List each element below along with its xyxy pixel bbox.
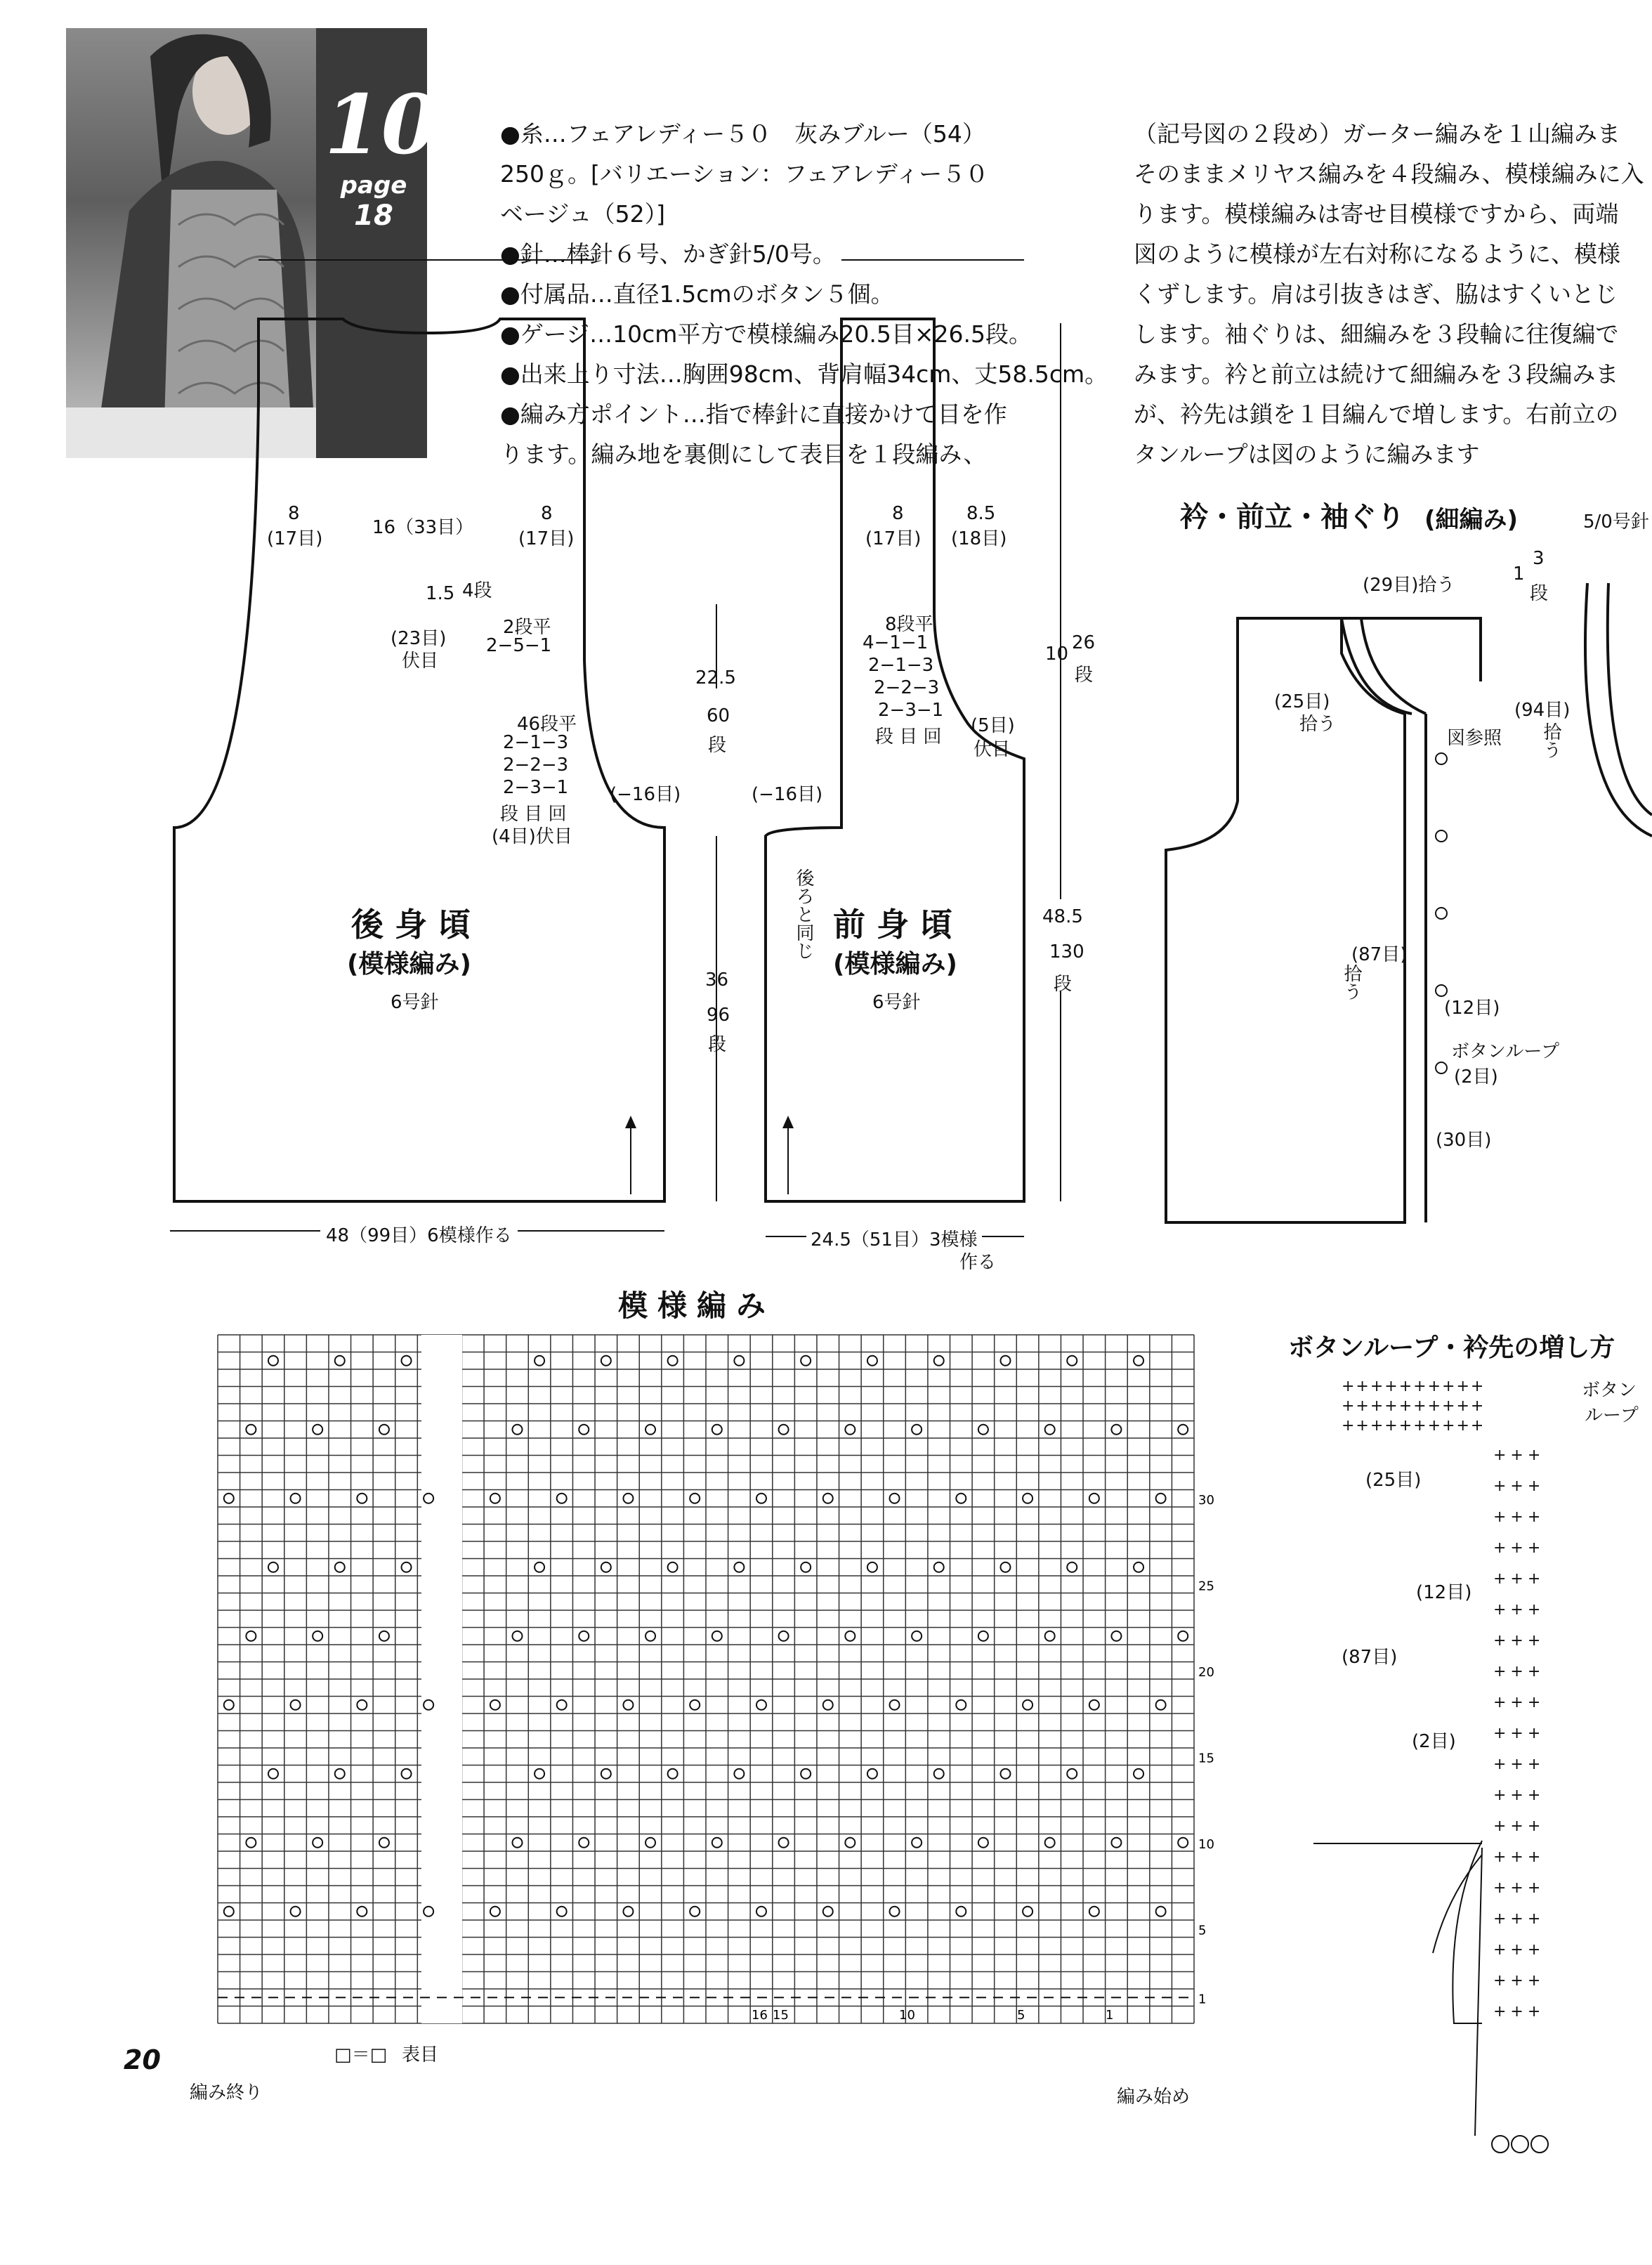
chart-symbol-yo (801, 1562, 811, 1572)
chart-symbol-yo (557, 1907, 567, 1917)
chart-symbol-yo (956, 1907, 966, 1917)
chart-row-label: 20 (1198, 1665, 1214, 1680)
chart-symbol-yo (1023, 1907, 1032, 1917)
front-bottom2: 作る (959, 1252, 997, 1273)
back-top-right-st: (17目) (518, 528, 575, 549)
chart-legend-eq: □＝□ (334, 2044, 388, 2065)
collar-loop-a: ボタンループ (1451, 1041, 1560, 1062)
front-needle: 6号針 (872, 992, 921, 1013)
chart-row-label: 10 (1198, 1837, 1214, 1852)
front-neck-5: 2−3−1 (878, 700, 944, 721)
chart-col-label: 1 (1106, 2008, 1114, 2023)
chart-symbol-yo (912, 1838, 922, 1848)
dim-neck-front-rows-b: 段 (1075, 665, 1094, 686)
chart-symbol-yo (823, 1494, 833, 1503)
dim-body-rows-b: 段 (708, 1034, 727, 1055)
front-neck-6: 段 目 回 (875, 726, 942, 748)
chart-symbol-yo (357, 1494, 367, 1503)
chart-symbol-yo (1134, 1562, 1143, 1572)
chart-symbol-yo (379, 1631, 389, 1641)
chart-symbol-yo (402, 1769, 412, 1779)
spec-line: ●付属品…直径1.5cmのボタン５個。 (500, 280, 894, 308)
chart-symbol-yo (1067, 1769, 1077, 1779)
back-neck-dec-1: 2段平 (503, 617, 551, 638)
chart-row-label: 15 (1198, 1751, 1214, 1766)
collar-rows-1: 1 (1513, 563, 1525, 585)
spec-line: （記号図の２段め）ガーター編みを１山編みま (1134, 120, 1620, 148)
chart-symbol-yo (313, 1838, 322, 1848)
spec-line: ●針…棒針６号、かぎ針5/0号。 (500, 240, 836, 268)
collar-pick-25b: 拾う (1299, 714, 1337, 735)
chart-symbol-yo (934, 1562, 944, 1572)
chart-symbol-yo (712, 1425, 722, 1435)
chart-symbol-yo (268, 1356, 278, 1366)
collar-loop-b: (2目) (1454, 1066, 1498, 1088)
chart-symbol-yo (801, 1356, 811, 1366)
chart-symbol-yo (823, 1700, 833, 1710)
chart-symbol-yo (668, 1356, 678, 1366)
chart-symbol-yo (1089, 1700, 1099, 1710)
chart-symbol-yo (756, 1907, 766, 1917)
chart-symbol-yo (357, 1700, 367, 1710)
spec-line: くずします。肩は引抜きはぎ、脇はすくいとじ (1134, 280, 1618, 308)
collar-rows-3: 3 (1533, 548, 1545, 569)
collar-pick-87a: (87目) (1351, 944, 1408, 965)
collar-st-12: (12目) (1444, 998, 1500, 1019)
chart-symbol-yo (845, 1631, 855, 1641)
chart-symbol-yo (512, 1425, 522, 1435)
chart-symbol-yo (402, 1356, 412, 1366)
chart-symbol-yo (779, 1631, 789, 1641)
spec-line: 250ｇ。[バリエーション：フェアレディー５０ (500, 160, 989, 188)
chart-symbol-yo (579, 1631, 589, 1641)
chart-symbol-yo (823, 1907, 833, 1917)
chart-symbol-yo (490, 1907, 500, 1917)
dim-neck-front-rows-a: 26 (1072, 632, 1096, 653)
chart-symbol-yo (601, 1356, 611, 1366)
chart-symbol-yo (402, 1562, 412, 1572)
back-neck-bind2: 伏目 (402, 651, 439, 672)
chart-symbol-yo (668, 1769, 678, 1779)
chart-symbol-yo (1156, 1494, 1166, 1503)
page-label: page (340, 171, 407, 200)
loop-diagram-band: +++ +++ +++ +++ +++ +++ +++ +++ +++ +++ +++ +++ +++ +++ +++ +++ +++ +++ +++ (1493, 1447, 1545, 2021)
chart-symbol-yo (734, 1562, 744, 1572)
chart-symbol-yo (978, 1631, 988, 1641)
loop-diagram-title: ボタンループ・衿先の増し方 (1288, 1333, 1615, 1362)
front-arm-minus: (−16目) (752, 784, 823, 805)
chart-row-label: 30 (1198, 1493, 1214, 1508)
chart-symbol-yo (1000, 1562, 1010, 1572)
front-top-left: 8 (892, 503, 904, 524)
front-neck-bind2: 伏目 (973, 739, 1011, 760)
back-top-right: 8 (541, 503, 553, 524)
chart-symbol-yo (978, 1425, 988, 1435)
chart-symbol-yo (623, 1494, 633, 1503)
spec-line: ●糸…フェアレディー５０ 灰みブルー（54） (500, 120, 985, 148)
chart-symbol-yo (379, 1425, 389, 1435)
chart-symbol-yo (690, 1494, 700, 1503)
chart-symbol-yo (912, 1425, 922, 1435)
chart-symbol-yo (690, 1907, 700, 1917)
chart-symbol-yo (756, 1700, 766, 1710)
chart-row-label: 25 (1198, 1579, 1214, 1594)
collar-title: 衿・前立・袖ぐり (1180, 501, 1405, 533)
chart-symbol-yo (756, 1494, 766, 1503)
chart-symbol-yo (668, 1562, 678, 1572)
dim-arm-depth: 22.5 (695, 667, 736, 688)
chart-symbol-yo (779, 1838, 789, 1848)
loop-diagram-stitches: ++++++++++ ++++++++++ ++++++++++ (1342, 1378, 1486, 1435)
chart-symbol-yo (645, 1425, 655, 1435)
spec-line: します。袖ぐりは、細編みを３段輪に往復編で (1134, 320, 1619, 348)
chart-symbol-yo (246, 1631, 256, 1641)
spec-line: ります。模様編みは寄せ目模様ですから、両端 (1134, 200, 1619, 228)
dim-arm-rows-b: 段 (708, 735, 727, 756)
chart-end-label: 編み終り (190, 2082, 263, 2103)
chart-symbol-yo (1111, 1425, 1121, 1435)
spec-line: ります。編み地を裏側にして表目を１段編み、 (500, 440, 987, 468)
front-top-left-st: (17目) (865, 528, 922, 549)
chart-symbol-yo (1178, 1631, 1188, 1641)
loop-st-87: (87目) (1342, 1647, 1398, 1668)
chart-symbol-yo (934, 1769, 944, 1779)
chart-symbol-yo (291, 1907, 301, 1917)
back-neck-dec-2: 2−5−1 (486, 635, 552, 656)
chart-symbol-yo (335, 1562, 345, 1572)
back-needle: 6号針 (391, 992, 439, 1013)
back-arm-5: 段 目 回 (500, 804, 567, 825)
chart-symbol-yo (224, 1907, 234, 1917)
spec-line: みます。衿と前立は続けて細編みを３段編みま (1134, 360, 1619, 388)
chart-symbol-yo (557, 1494, 567, 1503)
chart-symbol-yo (535, 1562, 544, 1572)
chart-row-label: 1 (1198, 1992, 1207, 2007)
chart-symbol-yo (867, 1769, 877, 1779)
chart-symbol-yo (867, 1562, 877, 1572)
front-neck-1: 8段平 (885, 614, 933, 635)
page-number: 20 (124, 2044, 161, 2075)
chart-symbol-yo (623, 1700, 633, 1710)
spec-line: 図のように模様が左右対称になるように、模様 (1134, 240, 1620, 268)
chart-symbol-yo (291, 1700, 301, 1710)
chart-symbol-yo (956, 1700, 966, 1710)
chart-col-label: 16 (752, 2008, 768, 2023)
chart-symbol-yo (1023, 1700, 1032, 1710)
chart-symbol-yo (1045, 1631, 1055, 1641)
spec-line: タンループは図のように編みます (1134, 440, 1480, 468)
pattern-number: 10 (324, 77, 438, 173)
chart-symbol-yo (1089, 1494, 1099, 1503)
chart-grid (218, 1335, 1194, 2023)
chart-symbol-yo (579, 1425, 589, 1435)
chart-symbol-yo (335, 1356, 345, 1366)
back-arm-minus: (−16目) (610, 784, 681, 805)
chart-symbol-yo (313, 1425, 322, 1435)
chart-symbol-yo (601, 1769, 611, 1779)
loop-st-2: (2目) (1412, 1731, 1456, 1752)
back-neck-depth: 1.5 (426, 583, 455, 604)
chart-symbol-yo (690, 1700, 700, 1710)
chart-symbol-yo (912, 1631, 922, 1641)
dim-total: 48.5 (1042, 906, 1083, 927)
chart-symbol-yo (246, 1425, 256, 1435)
back-top-left-st: (17目) (267, 528, 323, 549)
chart-symbol-yo (734, 1356, 744, 1366)
spec-line: ●出来上り寸法…胸囲98cm、背肩幅34cm、丈58.5cm。 (500, 360, 1108, 388)
spec-line: ●ゲージ…10cm平方で模様編み20.5目×26.5段。 (500, 320, 1032, 348)
loop-label-a: ボタン (1582, 1380, 1637, 1401)
spec-line: ●編み方ポイント…指で棒針に直接かけて目を作 (500, 400, 1007, 428)
back-arm-6: (4目)伏目 (492, 826, 572, 847)
chart-symbol-yo (1111, 1631, 1121, 1641)
chart-symbol-yo (867, 1356, 877, 1366)
collar-hook: 5/0号針 (1583, 511, 1649, 533)
collar-pick-94b: 拾う (1540, 722, 1561, 759)
chart-symbol-yo (490, 1494, 500, 1503)
chart-symbol-yo (268, 1562, 278, 1572)
back-subtitle: (模様編み) (347, 950, 471, 979)
chart-legend-text: 表目 (402, 2044, 439, 2065)
back-arm-4: 2−3−1 (503, 777, 569, 798)
chart-symbol-yo (1156, 1907, 1166, 1917)
chart-symbol-yo (1023, 1494, 1032, 1503)
chart-symbol-yo (512, 1631, 522, 1641)
collar-title-paren: (細編み) (1424, 506, 1519, 534)
chart-symbol-yo (890, 1700, 900, 1710)
chart-symbol-yo (557, 1700, 567, 1710)
front-top-right-st: (18目) (951, 528, 1007, 549)
page-ref: 18 (354, 200, 393, 232)
chart-symbol-yo (890, 1494, 900, 1503)
back-bottom: 48（99目）6模様作る (320, 1221, 518, 1247)
front-neck-2: 4−1−1 (863, 632, 929, 653)
chart-symbol-yo (601, 1562, 611, 1572)
chart-symbol-yo (1067, 1356, 1077, 1366)
chart-symbol-yo (224, 1494, 234, 1503)
collar-st-30: (30目) (1436, 1130, 1492, 1151)
chart-symbol-yo (978, 1838, 988, 1848)
chart-title: 模様編み (618, 1288, 776, 1323)
back-neck-bind: (23目) (391, 628, 447, 649)
back-top-mid: 16（33目） (372, 517, 474, 538)
chart-symbol-yo (1178, 1838, 1188, 1848)
chart-col-label: 15 (773, 2008, 789, 2023)
chart-col-label: 10 (899, 2008, 915, 2023)
dim-arm-rows-a: 60 (707, 705, 730, 726)
front-subtitle: (模様編み) (833, 950, 957, 979)
collar-rows-dan: 段 (1530, 583, 1549, 604)
chart-start-label: 編み始め (1117, 2087, 1191, 2108)
chart-symbol-yo (712, 1631, 722, 1641)
back-arm-2: 2−1−3 (503, 732, 569, 753)
chart-symbol-yo (313, 1631, 322, 1641)
dim-body-len: 36 (705, 970, 729, 991)
dim-neck-front: 10 (1045, 644, 1069, 665)
collar-pick-29: (29目)拾う (1363, 575, 1455, 596)
chart-symbol-yo (1000, 1769, 1010, 1779)
loop-st-25: (25目) (1365, 1470, 1422, 1491)
collar-see-fig: 図参照 (1447, 728, 1502, 749)
chart-symbol-yo (845, 1838, 855, 1848)
chart-gap (421, 1335, 462, 2023)
dim-total-rows-b: 段 (1054, 974, 1073, 995)
front-neck-4: 2−2−3 (874, 677, 940, 698)
chart-symbol-yo (734, 1769, 744, 1779)
spec-line: そのままメリヤス編みを４段編み、模様編みに入 (1134, 160, 1644, 188)
front-title: 前 身 頃 (833, 906, 953, 944)
back-neck-rows: 4段 (462, 580, 492, 601)
chart-symbol-yo (335, 1769, 345, 1779)
chart-symbol-yo (1156, 1700, 1166, 1710)
chart-row-label: 5 (1198, 1923, 1207, 1938)
chart-symbol-yo (779, 1425, 789, 1435)
back-arm-3: 2−2−3 (503, 755, 569, 776)
chart-symbol-yo (1067, 1562, 1077, 1572)
chart-symbol-yo (801, 1769, 811, 1779)
loop-st-12: (12目) (1416, 1582, 1472, 1603)
front-neck-bind: (5目) (971, 715, 1015, 736)
chart-symbol-yo (890, 1907, 900, 1917)
chart-symbol-yo (1045, 1425, 1055, 1435)
chart-symbol-yo (535, 1356, 544, 1366)
chart-symbol-yo (1045, 1838, 1055, 1848)
back-arm-1: 46段平 (517, 714, 577, 735)
chart-symbol-yo (1134, 1769, 1143, 1779)
chart-symbol-yo (645, 1838, 655, 1848)
chart-symbol-yo (1178, 1425, 1188, 1435)
collar-pick-94a: (94目) (1514, 700, 1571, 721)
spec-line: ベージュ（52）] (500, 200, 666, 228)
chart-symbol-yo (357, 1907, 367, 1917)
chart-symbol-yo (490, 1700, 500, 1710)
chart-symbol-yo (512, 1838, 522, 1848)
chart-symbol-yo (291, 1494, 301, 1503)
front-neck-3: 2−1−3 (868, 655, 934, 676)
collar-pick-87b: 拾う (1341, 964, 1362, 1000)
chart-symbol-yo (1111, 1838, 1121, 1848)
chart-symbol-yo (379, 1838, 389, 1848)
chart-symbol-yo (845, 1425, 855, 1435)
collar-pick-25a: (25目) (1274, 691, 1330, 712)
chart-symbol-yo (956, 1494, 966, 1503)
chart-symbol-yo (224, 1700, 234, 1710)
chart-symbol-yo (1134, 1356, 1143, 1366)
chart-symbol-yo (268, 1769, 278, 1779)
chart-symbol-yo (535, 1769, 544, 1779)
chart-symbol-yo (712, 1838, 722, 1848)
chart-symbol-yo (645, 1631, 655, 1641)
chart-symbol-yo (1000, 1356, 1010, 1366)
chart-symbol-yo (579, 1838, 589, 1848)
front-top-right: 8.5 (966, 503, 996, 524)
chart-symbol-yo (934, 1356, 944, 1366)
dim-body-rows-a: 96 (707, 1005, 730, 1026)
chart-col-label: 5 (1017, 2008, 1025, 2023)
back-top-left: 8 (288, 503, 300, 524)
front-same-as-back: 後ろと同じ (793, 868, 814, 960)
chart-symbol-yo (246, 1838, 256, 1848)
chart-symbol-yo (623, 1907, 633, 1917)
back-title: 後 身 頃 (351, 906, 471, 944)
chart-symbol-yo (1089, 1907, 1099, 1917)
loop-label-b: ループ (1585, 1405, 1639, 1426)
dim-total-rows-a: 130 (1049, 941, 1084, 962)
front-bottom: 24.5（51目）3模様 (806, 1225, 982, 1251)
spec-line: が、衿先は鎖を１目編んで増します。右前立の (1134, 400, 1619, 428)
